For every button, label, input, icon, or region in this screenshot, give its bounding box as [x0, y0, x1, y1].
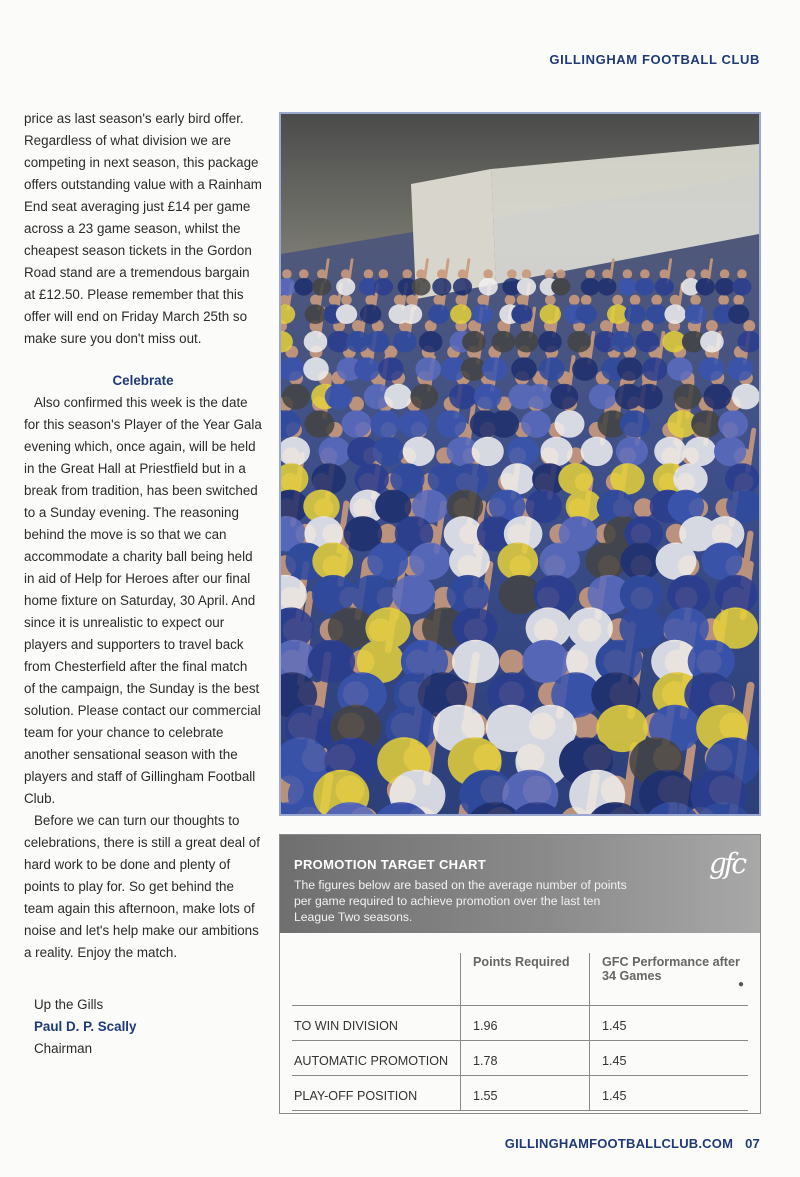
crowd-shirt: [342, 410, 372, 438]
crowd-shirt: [636, 331, 660, 353]
table-row: [292, 1041, 748, 1076]
crowd-shirt: [576, 304, 597, 324]
crowd-shirt: [610, 331, 634, 353]
crowd-shirt: [635, 278, 654, 296]
table-row: [292, 1006, 748, 1041]
crowd-shirt: [319, 437, 351, 466]
crowd-shirt: [372, 437, 404, 466]
crowd-shirt: [479, 278, 498, 296]
crowd-shirt: [700, 331, 724, 353]
crowd-shirt: [482, 357, 508, 381]
gfc-logo: gfc: [709, 847, 744, 880]
table-header-row: [292, 953, 748, 1006]
crowd-shirt: [436, 410, 466, 438]
crowd-shirt: [691, 410, 721, 438]
header-points-required: Points Required: [461, 953, 590, 1006]
crowd-head: [299, 269, 309, 279]
crowd-shirt: [667, 357, 693, 381]
crowd-shirt: [684, 437, 716, 466]
crowd-shirt: [282, 384, 310, 410]
crowd-shirt: [550, 384, 578, 410]
crowd-head: [500, 650, 525, 675]
crowd-shirt: [674, 384, 702, 410]
crowd-shirt: [539, 543, 580, 580]
crowd-shirt: [551, 278, 570, 296]
crowd-shirt: [419, 331, 443, 353]
crowd-shirt: [432, 278, 451, 296]
crowd-shirt: [567, 331, 591, 353]
crowd-shirt: [312, 463, 346, 494]
crowd-shirt: [685, 304, 706, 324]
crowd-shirt: [392, 575, 435, 614]
crowd-shirt: [521, 410, 551, 438]
crowd-shirt: [450, 304, 471, 324]
crowd-head: [623, 269, 633, 279]
crowd-shirt: [355, 463, 389, 494]
chart-description: The figures below are based on the average number of points per game required to achieve promotion over the last ten League Two seasons.: [294, 878, 627, 924]
crowd-shirt: [449, 543, 490, 580]
article-paragraph-1: price as last season's early bird offer. Regardless of what division we are competing in next season, this package offers outstanding value with a Rainham End seat averaging just £14 per game across a 23 game season, whilst the cheapest season tickets in the Gordon Road stand are a tremendous bargain at £12.50. Please remember that this offer will end on Friday March 25th so make sure you don't miss out.: [24, 111, 262, 346]
crowd-shirt: [294, 278, 313, 296]
crowd-shirt: [732, 384, 759, 410]
crowd-head: [651, 295, 662, 306]
crowd-shirt: [511, 357, 537, 381]
row-points-required: 1.96: [461, 1006, 590, 1041]
crowd-head: [505, 295, 516, 306]
row-gfc-performance: 1.45: [590, 1006, 749, 1041]
crowd-shirt: [497, 543, 538, 580]
crowd-head: [483, 269, 493, 279]
crowd-shirt: [655, 278, 674, 296]
crowd-shirt: [403, 437, 435, 466]
crowd-shirt: [409, 543, 450, 580]
crowd-head: [545, 295, 556, 306]
crowd-shirt: [474, 384, 502, 410]
crowd-head: [581, 295, 592, 306]
article-column: [24, 108, 262, 1060]
crowd-shirt: [366, 331, 390, 353]
crowd-shirt: [664, 304, 685, 324]
crowd-shirt: [635, 384, 663, 410]
article-paragraph-3: Before we can turn our thoughts to celebrations, there is still a great deal of hard work to be done and plenty of points to play for. So get behind the team again this afternoon, make lots of noise and let's help make our ambitions a reality. Enjoy the match.: [24, 813, 260, 960]
crowd-shirt: [336, 304, 357, 324]
crowd-head: [402, 269, 412, 279]
crowd-shirt: [620, 410, 650, 438]
crowd-shirt: [703, 384, 731, 410]
header-gfc-performance: [590, 953, 749, 1006]
crowd-shirt: [515, 331, 539, 353]
crowd-shirt: [378, 357, 404, 381]
crowd-shirt: [462, 331, 486, 353]
crowd-shirt: [415, 357, 441, 381]
crowd-shirt: [367, 543, 408, 580]
crowd-shirt: [656, 543, 697, 580]
row-gfc-performance: 1.45: [590, 1076, 749, 1111]
promotion-table: [292, 953, 748, 1111]
crowd-shirt: [572, 357, 598, 381]
crowd-shirt: [718, 410, 748, 438]
crowd-shirt: [621, 543, 662, 580]
row-gfc-performance: 1.45: [590, 1041, 749, 1076]
crowd-shirt: [581, 437, 613, 466]
crowd-head: [733, 295, 744, 306]
crowd-shirt: [540, 437, 572, 466]
crowd-shirt: [646, 304, 667, 324]
crowd-shirt: [492, 331, 516, 353]
crowd-shirt: [526, 384, 554, 410]
row-label: AUTOMATIC PROMOTION: [292, 1041, 461, 1076]
crowd-shirt: [303, 357, 329, 381]
crowd-head: [630, 295, 641, 306]
crowd-head: [612, 295, 623, 306]
crowd-head: [640, 269, 650, 279]
promotion-target-chart: [279, 834, 761, 1114]
crowd-shirt: [449, 384, 477, 410]
crowd-head: [379, 269, 389, 279]
crowd-shirt: [472, 437, 504, 466]
crowd-shirt: [304, 331, 328, 353]
crowd-head: [282, 269, 292, 279]
crowd-head: [507, 269, 517, 279]
signoff-block: [24, 994, 262, 1060]
crowd-shirt: [618, 278, 637, 296]
crowd-shirt: [399, 410, 429, 438]
crowd-shirt: [472, 304, 493, 324]
crowd-shirt: [325, 384, 353, 410]
crowd-shirt: [728, 304, 749, 324]
crowd-shirt: [699, 357, 725, 381]
crowd-shirt: [489, 410, 519, 438]
signoff-line: Up the Gills: [34, 997, 104, 1012]
crowd-shirt: [511, 304, 532, 324]
subheading-celebrate: Celebrate: [112, 373, 174, 388]
crowd-shirt: [411, 278, 430, 296]
crowd-shirt: [354, 357, 380, 381]
crowd-head: [718, 295, 729, 306]
crowd-shirt: [539, 357, 565, 381]
crowd-shirt: [454, 463, 488, 494]
crowd-shirt: [453, 278, 472, 296]
crowd-shirt: [374, 278, 393, 296]
crowd-shirt: [673, 463, 707, 494]
crowd-shirt: [305, 410, 335, 438]
crowd-shirt: [452, 640, 499, 683]
running-header: GILLINGHAM FOOTBALL CLUB: [549, 52, 760, 67]
chart-banner: [280, 835, 760, 933]
header-blank-cell: [292, 953, 461, 1006]
crowd-shirt: [336, 278, 355, 296]
crowd-shirt: [305, 304, 326, 324]
table-row: [292, 1076, 748, 1111]
page-footer: [505, 1136, 760, 1151]
crowd-shirt: [393, 331, 417, 353]
crowd-shirt: [597, 278, 616, 296]
crowd-head: [544, 269, 554, 279]
crowd-head: [690, 295, 701, 306]
crowd-head: [720, 269, 730, 279]
crowd-head: [522, 269, 532, 279]
crowd-head: [586, 269, 596, 279]
crowd-shirt: [517, 278, 536, 296]
article-paragraph-2: Also confirmed this week is the date for this season's Player of the Year Gala evening which, once again, will be held in the Great Hall at Priestfield but in a break from tradition, has been switched to a Sunday evening. The reasoning behind the move is so that we can accommodate a charity ball being held in aid of Help for Heroes after our final home fixture on Saturday, 30 April. And since it is unrealistic to expect our players and supporters to travel back from Chesterfield after the final match of the campaign, the Sunday is the best solution. Please contact our commercial team for your chance to celebrate another sensational season with the players and staff of Gillingham Football Club.: [24, 395, 262, 806]
crowd-shirt: [585, 543, 626, 580]
crowd-shirt: [589, 384, 617, 410]
crowd-shirt: [732, 278, 751, 296]
crowd-illustration: [281, 114, 759, 814]
row-label: PLAY-OFF POSITION: [292, 1076, 461, 1111]
crowd-head: [364, 269, 374, 279]
crowd-shirt: [360, 304, 381, 324]
crowd-head: [706, 320, 718, 332]
crowd-shirt: [370, 410, 400, 438]
crowd-shirt: [702, 543, 743, 580]
author-role: Chairman: [34, 1041, 93, 1056]
footer-website: GILLINGHAMFOOTBALLCLUB.COM: [504, 1136, 734, 1151]
row-label: TO WIN DIVISION: [292, 1006, 461, 1041]
crowd-shirt: [410, 384, 438, 410]
crowd-shirt: [654, 437, 686, 466]
crowd-head: [556, 269, 566, 279]
crowd-shirt: [558, 463, 592, 494]
bullet-dot: ●: [737, 979, 744, 990]
crowd-shirt: [714, 437, 746, 466]
crowd-photo: [279, 112, 761, 816]
author-name: Paul D. P. Scally: [34, 1019, 137, 1034]
chart-title: PROMOTION TARGET CHART: [294, 857, 486, 872]
crowd-shirt: [642, 357, 668, 381]
row-points-required: 1.55: [461, 1076, 590, 1111]
crowd-shirt: [555, 410, 585, 438]
crowd-head: [341, 295, 352, 306]
crowd-shirt: [538, 331, 562, 353]
crowd-shirt: [401, 304, 422, 324]
crowd-head: [686, 269, 696, 279]
crowd-head: [569, 295, 580, 306]
row-points-required: 1.78: [461, 1041, 590, 1076]
crowd-shirt: [696, 278, 715, 296]
crowd-shirt: [715, 278, 734, 296]
page-number: 07: [745, 1136, 760, 1151]
crowd-shirt: [581, 278, 600, 296]
crowd-shirt: [728, 357, 754, 381]
crowd-shirt: [540, 304, 561, 324]
crowd-shirt: [312, 278, 331, 296]
crowd-shirt: [507, 437, 539, 466]
crowd-shirt: [384, 384, 412, 410]
crowd-shirt: [624, 304, 645, 324]
crowd-shirt: [428, 304, 449, 324]
header-gfc-performance-label: GFC Performance after 34 Games: [602, 955, 740, 983]
crowd-shirt: [617, 357, 643, 381]
crowd-head: [737, 269, 747, 279]
crowd-shirt: [616, 437, 648, 466]
crowd-shirt: [312, 543, 353, 580]
